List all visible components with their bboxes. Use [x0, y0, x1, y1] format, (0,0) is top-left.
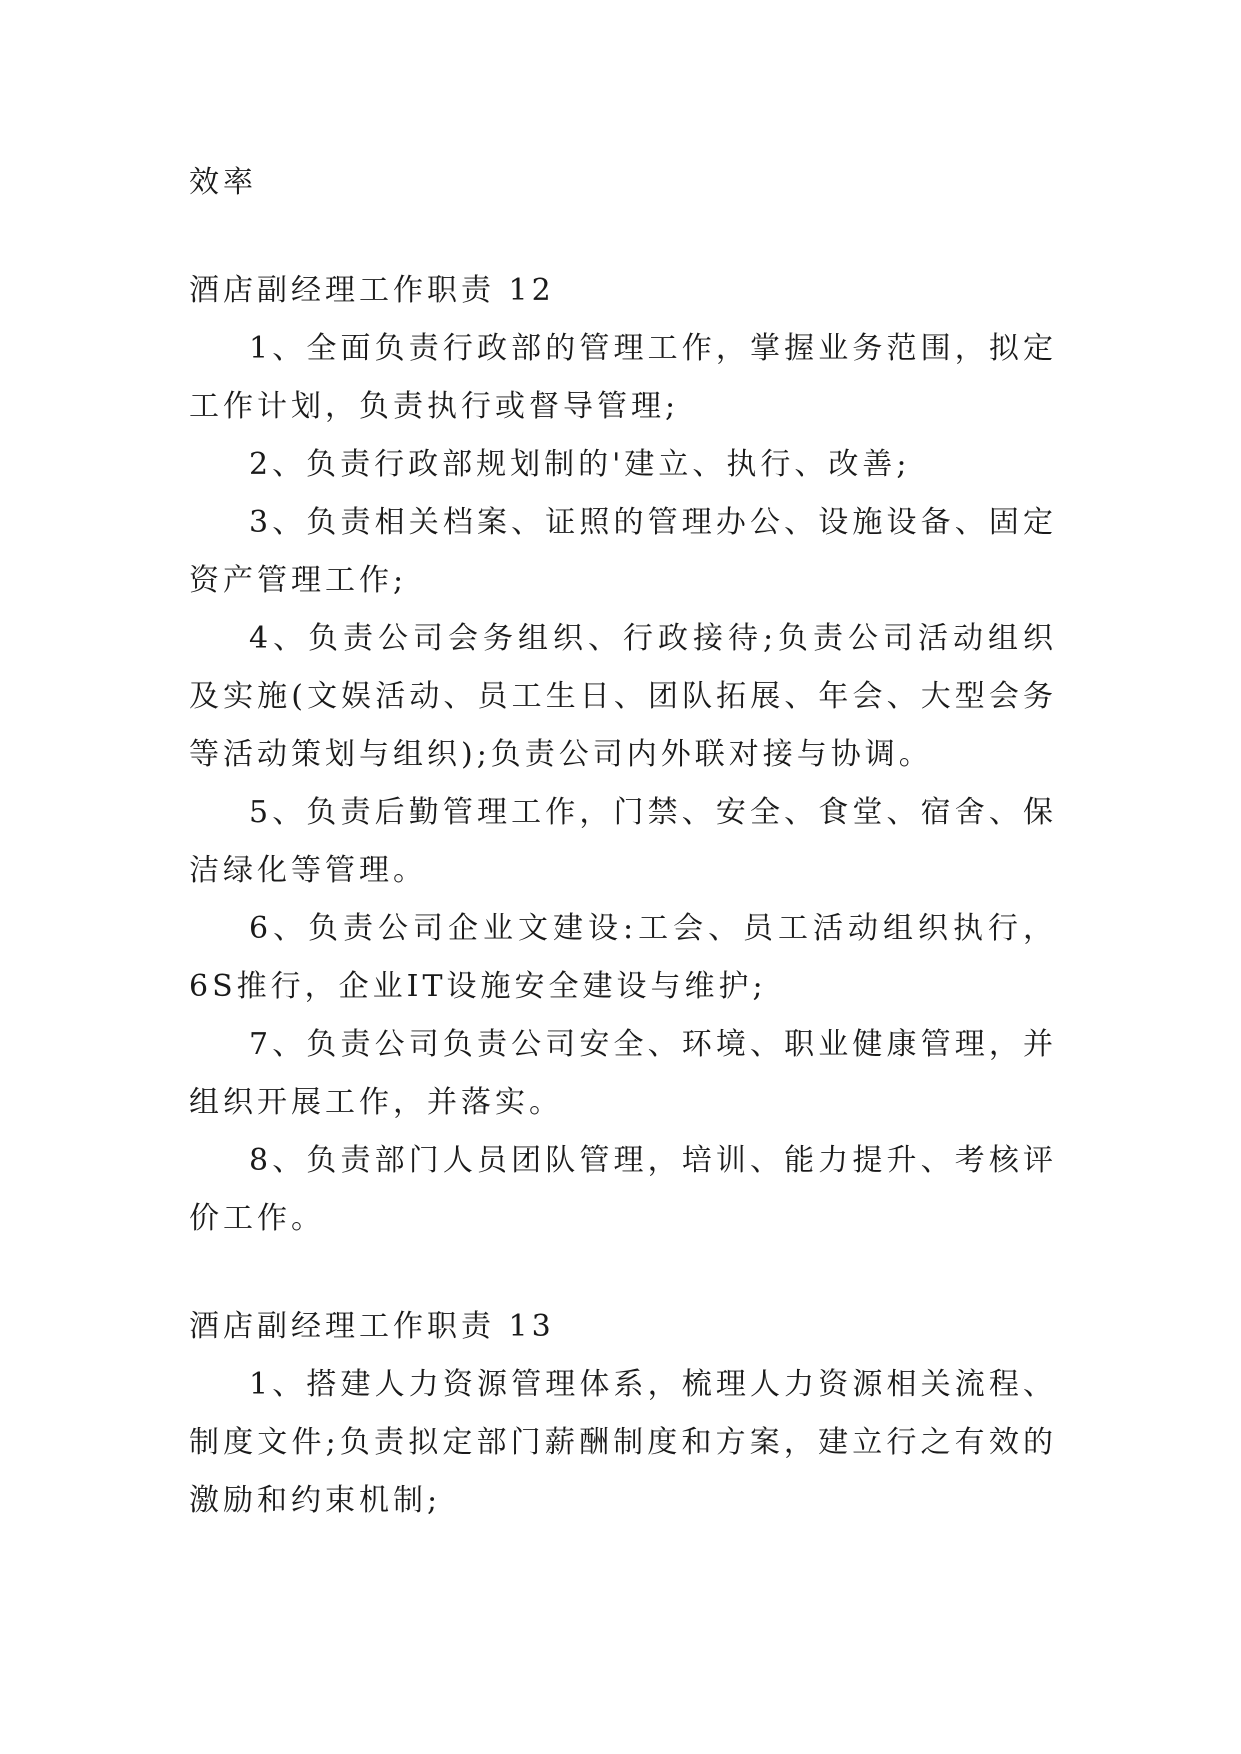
document-body: [189, 154, 1057, 1530]
section-12-title: 酒店副经理工作职责 12: [189, 273, 555, 308]
section-12-item-7: 7、负责公司负责公司安全、环境、职业健康管理，并组织开展工作，并落实。: [189, 1027, 1057, 1120]
top-fragment: 效率: [189, 165, 257, 200]
section-12-item-4: 4、负责公司会务组织、行政接待;负责公司活动组织及实施(文娱活动、员工生日、团队拓展、年会、大型会务等活动策划与组织);负责公司内外联对接与协调。: [189, 621, 1057, 772]
section-13-title: 酒店副经理工作职责 13: [189, 1309, 555, 1344]
section-12-item-3: 3、负责相关档案、证照的管理办公、设施设备、固定资产管理工作;: [189, 505, 1057, 598]
section-12-item-1: 1、全面负责行政部的管理工作，掌握业务范围，拟定工作计划，负责执行或督导管理;: [189, 331, 1057, 424]
section-12-item-8: 8、负责部门人员团队管理，培训、能力提升、考核评价工作。: [189, 1143, 1057, 1236]
section-12-item-5: 5、负责后勤管理工作，门禁、安全、食堂、宿舍、保洁绿化等管理。: [189, 795, 1057, 888]
section-12-item-6: 6、负责公司企业文建设:工会、员工活动组织执行，6S推行，企业IT设施安全建设与维护;: [189, 911, 1057, 1004]
section-12-item-2: 2、负责行政部规划制的'建立、执行、改善;: [249, 447, 911, 482]
section-13-item-1: 1、搭建人力资源管理体系，梳理人力资源相关流程、制度文件;负责拟定部门薪酬制度和方案，建立行之有效的激励和约束机制;: [189, 1367, 1057, 1518]
